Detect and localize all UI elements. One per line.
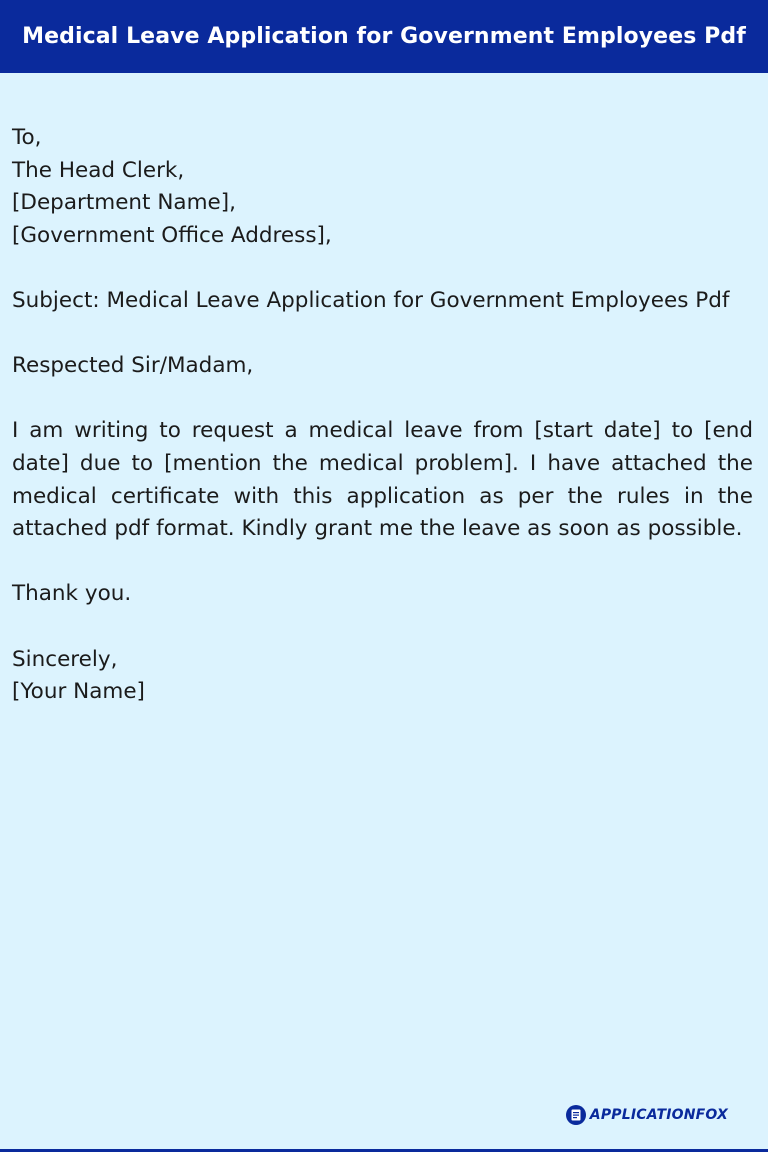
page-title: Medical Leave Application for Government Employees Pdf xyxy=(22,24,746,49)
letter-body xyxy=(12,122,753,709)
brand-name: APPLICATIONFOX xyxy=(589,1107,728,1123)
letter-signature: [Your Name] xyxy=(12,679,145,705)
letter-salutation: Respected Sir/Madam, xyxy=(12,353,254,379)
document-icon xyxy=(566,1105,586,1125)
letter-department: [Department Name], xyxy=(12,190,236,216)
letter-recipient: The Head Clerk, xyxy=(12,157,185,183)
letter-closing: Sincerely, xyxy=(12,646,118,672)
letter-paragraph: I am writing to request a medical leave from [start date] to [end date] due to [mention the medical problem]. I have attached the medical certificate with this application as per the rules in the attached pdf format. Kindly grant me the leave as soon as possible. xyxy=(12,418,753,542)
title-banner xyxy=(0,0,768,73)
letter-address: [Government Office Address], xyxy=(12,222,332,248)
letter-subject: Subject: Medical Leave Application for Government Employees Pdf xyxy=(12,287,730,313)
letter-thanks: Thank you. xyxy=(12,581,132,607)
letter-to: To, xyxy=(12,125,42,150)
brand-logo xyxy=(566,1105,728,1125)
